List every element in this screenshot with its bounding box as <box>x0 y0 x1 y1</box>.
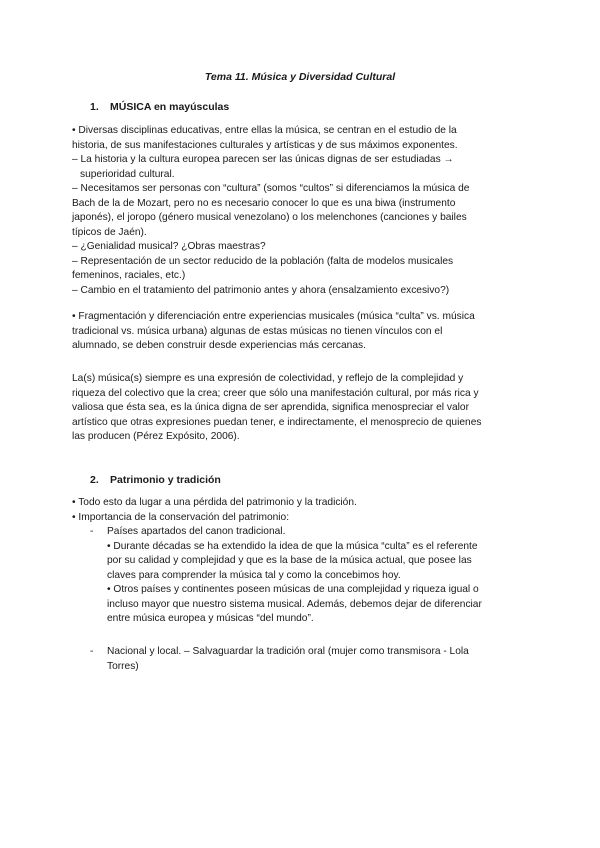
section-1-title: MÚSICA en mayúsculas <box>110 101 230 113</box>
list-item-continuation: superioridad cultural. <box>80 168 175 180</box>
paragraph-line: • Diversas disciplinas educativas, entre ellas la música, se centran en el estudio de la <box>72 125 457 136</box>
paragraph-line: valiosa que ésta sea, es la única digna de ser aprendida, significa menospreciar el valor <box>72 402 469 413</box>
list-item: • Importancia de la conservación del patrimonio: <box>72 511 290 523</box>
section-2-heading <box>90 474 221 486</box>
paragraph-line: • Otros países y continentes poseen músicas de una complejidad y riqueza igual o <box>107 584 479 595</box>
paragraph-line: • Durante décadas se ha extendido la idea de que la música “culta” es el referente <box>107 540 478 552</box>
quote-paragraph <box>72 372 532 445</box>
section-2-number: 2. <box>90 474 99 486</box>
paragraph-line: entre música europea y músicas “del mundo”. <box>107 613 314 624</box>
list-item: – ¿Genialidad musical? ¿Obras maestras? <box>72 241 266 252</box>
section-2-bullets <box>72 496 532 525</box>
paragraph-line: La(s) música(s) siempre es una expresión de colectividad, y reflejo de la complejidad y <box>72 373 464 384</box>
list-item-continuation: femeninos, raciales, etc.) <box>72 270 186 281</box>
sub-item-national <box>90 645 532 674</box>
paragraph-line: claves para comprender la música tal y como la concebimos hoy. <box>107 569 401 581</box>
sub-item-countries <box>90 525 532 627</box>
paragraph-line: tradicional vs. música urbana) algunas de estas músicas no tienen vínculos con el <box>72 325 443 337</box>
list-item-continuation: típicos de Jaén). <box>72 226 147 238</box>
paragraph-line: artístico que otras expresiones puedan tener, e indirectamente, el menosprecio de quienes <box>72 416 482 428</box>
list-item-continuation: japonés), el joropo (género musical venezolano) o los melenchones (canciones y bailes <box>72 212 467 223</box>
paragraph-line: alumnado, se deben construir desde experiencias más cercanas. <box>72 340 366 351</box>
sub-item-title: Países apartados del canon tradicional. <box>107 526 286 537</box>
list-item: • Todo esto da lugar a una pérdida del patrimonio y la tradición. <box>72 497 357 508</box>
list-item: – Representación de un sector reducido de la población (falta de modelos musicales <box>72 255 454 267</box>
list-item: – La historia y la cultura europea parecen ser las únicas dignas de ser estudiadas → <box>72 154 454 165</box>
document-title: Tema 11. Música y Diversidad Cultural <box>204 71 396 83</box>
list-item: – Cambio en el tratamiento del patrimonio antes y ahora (ensalzamiento excesivo?) <box>72 284 450 296</box>
dash-marker: - <box>90 646 94 657</box>
dash-marker: - <box>90 526 94 537</box>
paragraph-line: incluso mayor que nuestro sistema musical. Además, debemos dejar de diferenciar <box>107 598 482 610</box>
list-item-continuation: Bach de la de Mozart, pero no es necesario conocer lo que es una biwa (instrumento <box>72 197 456 209</box>
paragraph-line: por su calidad y complejidad y que es la base de la música actual, que posee las <box>107 555 472 566</box>
paragraph-line: Torres) <box>107 660 139 672</box>
list-item: – Necesitamos ser personas con “cultura” (somos “cultos” si diferenciamos la música de <box>72 183 470 194</box>
paragraph-line: • Fragmentación y diferenciación entre experiencias musicales (música “culta” vs. música <box>72 311 475 322</box>
paragraph-line: riqueza del colectivo que la crea; creer que sólo una manifestación cultural, por más rica y <box>72 387 479 399</box>
section-1-number: 1. <box>90 101 99 113</box>
paragraph-line: historia, de sus manifestaciones culturales y artísticas y de sus máximos exponentes. <box>72 139 458 151</box>
paragraph-line: Nacional y local. – Salvaguardar la tradición oral (mujer como transmisora - Lola <box>107 646 469 657</box>
section-1-body <box>72 124 532 298</box>
fragmentation-paragraph <box>72 310 532 354</box>
section-1-heading <box>90 101 229 113</box>
section-2-title: Patrimonio y tradición <box>110 474 221 486</box>
paragraph-line: las producen (Pérez Expósito, 2006). <box>72 431 240 442</box>
